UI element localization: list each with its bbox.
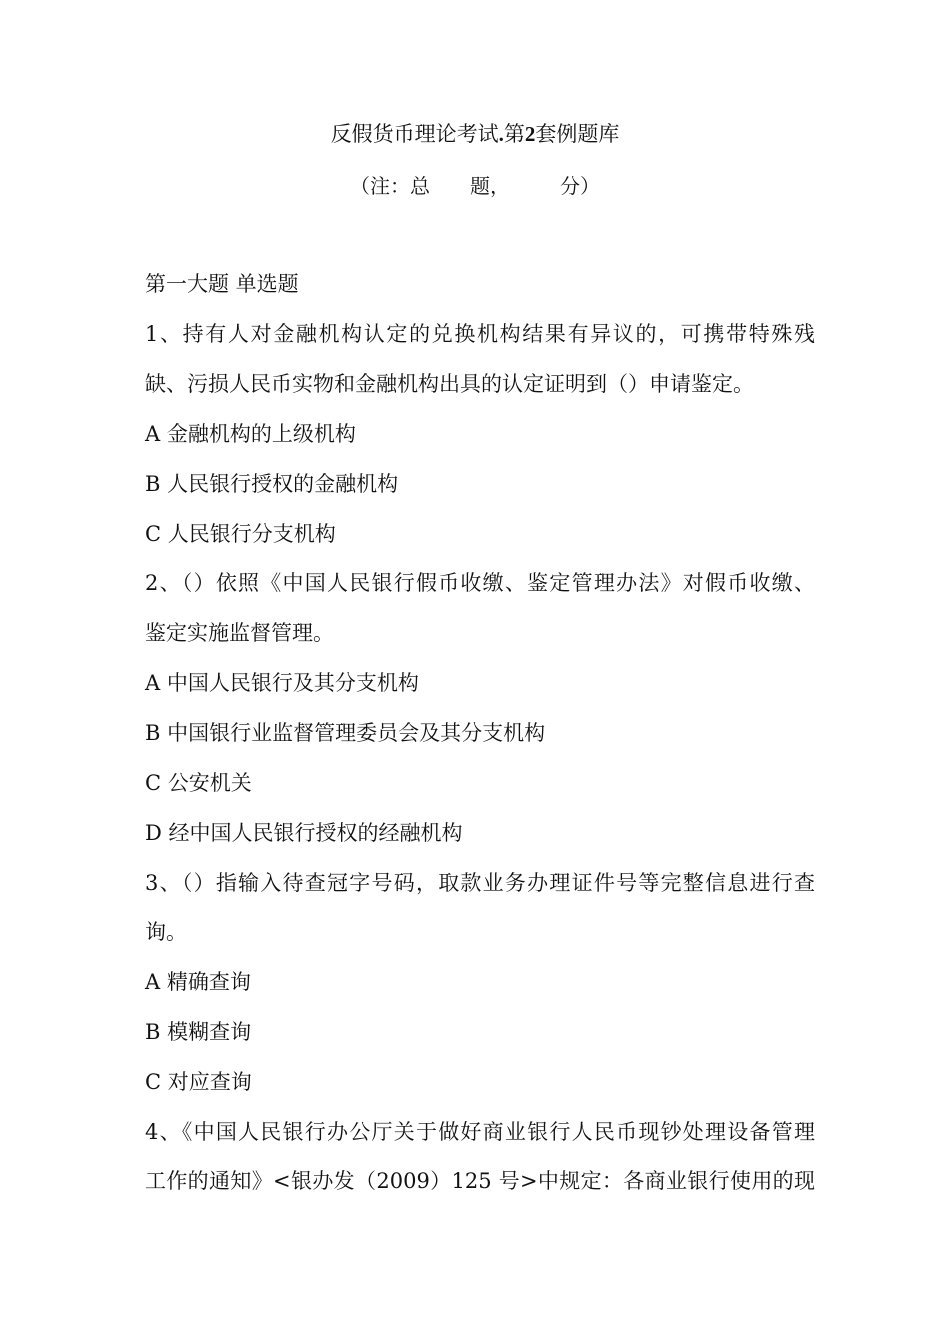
question-2-option-d: D 经中国人民银行授权的经融机构 — [145, 821, 463, 845]
question-3-line-2: 询。 — [145, 920, 187, 944]
title-number: 2 — [524, 122, 536, 146]
question-1-line-2: 缺、污损人民币实物和金融机构出具的认定证明到（）申请鉴定。 — [145, 372, 754, 396]
question-1-option-b: B 人民银行授权的金融机构 — [145, 472, 399, 496]
question-2-option-c: C 公安机关 — [145, 771, 252, 795]
question-4-line-2: 工作的通知》<银办发（2009）125 号>中规定：各商业银行使用的现 — [145, 1169, 815, 1193]
question-3-option-a: A 精确查询 — [145, 970, 251, 994]
question-2-line-2: 鉴定实施监督管理。 — [145, 621, 334, 645]
title-text-pre: 反假货币理论考试 — [330, 122, 499, 146]
question-2-option-b: B 中国银行业监督管理委员会及其分支机构 — [145, 721, 546, 745]
question-1-line-1: 1、持有人对金融机构认定的兑换机构结果有异议的，可携带特殊残 — [145, 322, 815, 346]
question-2-option-a: A 中国人民银行及其分支机构 — [145, 671, 419, 695]
question-1-option-c: C 人民银行分支机构 — [145, 522, 336, 546]
question-3-option-b: B 模糊查询 — [145, 1020, 252, 1044]
question-3-line-1: 3、（）指输入待查冠字号码，取款业务办理证件号等完整信息进行查 — [145, 871, 815, 895]
title-dot: . — [498, 122, 504, 146]
question-4-line-1: 4、《中国人民银行办公厅关于做好商业银行人民币现钞处理设备管理 — [145, 1120, 815, 1144]
document-title — [0, 119, 950, 149]
document-subtitle: （注：总 题， 分） — [350, 174, 600, 198]
title-text-post: 套例题库 — [535, 122, 620, 146]
question-3-option-c: C 对应查询 — [145, 1070, 252, 1094]
question-1-option-a: A 金融机构的上级机构 — [145, 422, 356, 446]
question-2-line-1: 2、（）依照《中国人民银行假币收缴、鉴定管理办法》对假币收缴、 — [145, 571, 815, 595]
title-text-mid: 第 — [503, 122, 525, 146]
section-heading: 第一大题 单选题 — [145, 272, 299, 296]
